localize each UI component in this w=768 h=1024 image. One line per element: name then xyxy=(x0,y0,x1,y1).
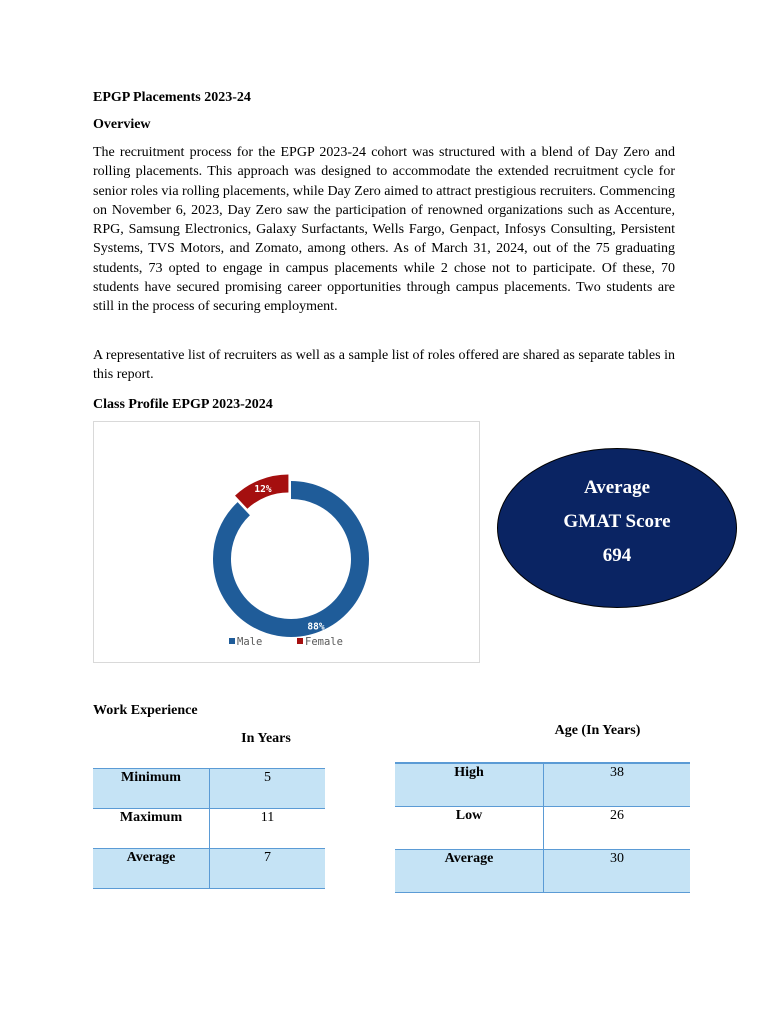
donut-slice-male xyxy=(222,490,360,628)
recruiters-note-paragraph: A representative list of recruiters as well as a sample list of roles offered are shared as separate tables in this report. xyxy=(93,348,675,383)
table-row xyxy=(395,850,690,893)
row-value: 7 xyxy=(210,849,326,889)
row-value: 11 xyxy=(210,809,326,849)
work-experience-subheading: In Years xyxy=(241,731,291,746)
table-row xyxy=(93,769,325,809)
overview-paragraph: The recruitment process for the EPGP 2023-24 cohort was structured with a blend of Day Zero and rolling placements. This approach was designed to accommodate the extended recruitment cycle for senior roles via rolling placements, while Day Zero aimed to attract prestigious recruiters. Commencing on November 6, 2023, Day Zero saw the participation of renowned organizations such as Accenture, RPG, Samsung Electronics, Galaxy Surfactants, Wells Fargo, Genpact, Infosys Consulting, Persistent Systems, TVS Motors, and Zomato, among others. As of March 31, 2024, out of the 75 graduating students, 73 opted to engage in campus placements while 2 chose not to participate. Of these, 70 students have secured promising career opportunities through campus placements. Two students are still in the process of securing employment. xyxy=(93,145,675,315)
row-value: 30 xyxy=(544,850,691,893)
class-profile-heading: Class Profile EPGP 2023-2024 xyxy=(93,397,273,412)
document-title: EPGP Placements 2023-24 xyxy=(93,90,251,105)
row-label: Maximum xyxy=(93,809,210,849)
table-row xyxy=(93,809,325,849)
row-value: 5 xyxy=(210,769,326,809)
legend-item-male xyxy=(229,636,262,648)
overview-heading: Overview xyxy=(93,117,151,132)
row-label: Average xyxy=(93,849,210,889)
age-table xyxy=(395,762,690,893)
row-label: High xyxy=(395,763,544,807)
gender-donut-chart xyxy=(93,421,480,663)
legend-swatch-female xyxy=(297,638,303,644)
gmat-score-value: 694 xyxy=(602,545,632,566)
row-value: 26 xyxy=(544,807,691,850)
work-experience-table xyxy=(93,768,325,889)
legend-item-female xyxy=(297,636,343,648)
legend-swatch-male xyxy=(229,638,235,644)
row-label: Low xyxy=(395,807,544,850)
row-label: Minimum xyxy=(93,769,210,809)
legend-label-female: Female xyxy=(305,636,343,648)
donut-svg xyxy=(94,422,479,662)
age-heading: Age (In Years) xyxy=(554,723,641,738)
average-gmat-ellipse xyxy=(497,448,737,608)
table-row xyxy=(395,807,690,850)
legend-label-male: Male xyxy=(237,636,263,648)
table-row xyxy=(395,763,690,807)
gmat-label-line2: GMAT Score xyxy=(563,511,671,532)
row-value: 38 xyxy=(544,763,691,807)
donut-label-female: 12% xyxy=(254,483,272,495)
table-row xyxy=(93,849,325,889)
donut-label-male: 88% xyxy=(307,621,325,633)
gmat-label-line1: Average xyxy=(583,477,651,498)
work-experience-heading: Work Experience xyxy=(93,703,198,718)
row-label: Average xyxy=(395,850,544,893)
